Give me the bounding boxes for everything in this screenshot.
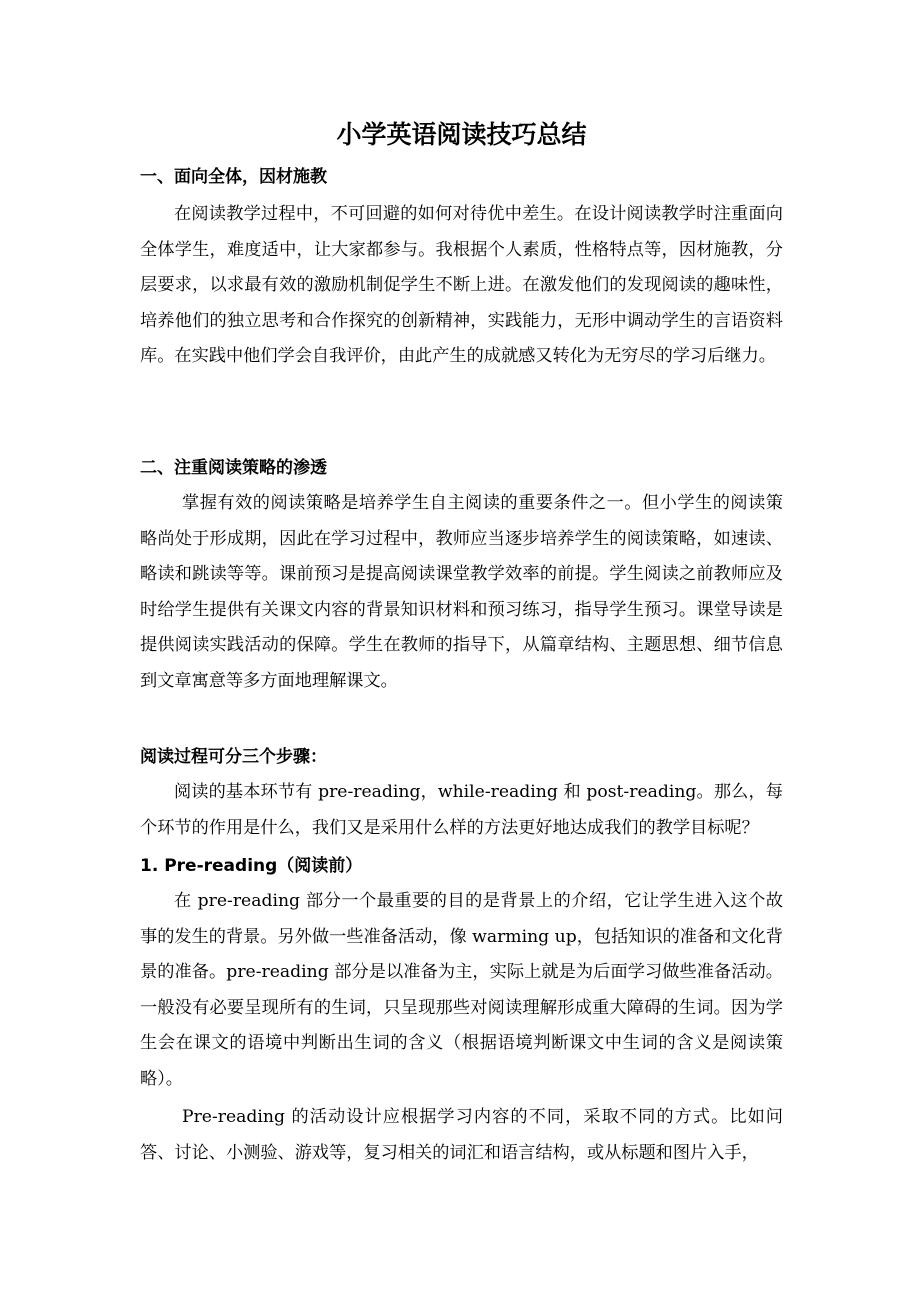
subsection-paragraph-2: Pre-reading 的活动设计应根据学习内容的不同，采取不同的方式。比如问答、讨论、小测验、游戏等，复习相关的词汇和语言结构，或从标题和图片入手， bbox=[140, 1107, 783, 1163]
section-heading-3: 阅读过程可分三个步骤： bbox=[140, 747, 327, 767]
section-paragraph-1: 在阅读教学过程中，不可回避的如何对待优中差生。在设计阅读教学时注重面向全体学生，难度适中，让大家都参与。我根据个人素质，性格特点等，因材施教，分层要求，以求最有效的激励机制促学生不断上进。在激发他们的发现阅读的趣味性，培养他们的独立思考和合作探究的创新精神，实践能力，无形中调动学生的言语资料库。在实践中他们学会自我评价，由此产生的成就感又转化为无穷尽的学习后继力。 bbox=[140, 204, 783, 366]
subsection-paragraph-1: 在 pre-reading 部分一个最重要的目的是背景上的介绍，它让学生进入这个故事的发生的背景。另外做一些准备活动，像 warming up，包括知识的准备和文化背景的准备。pre-reading 部分是以准备为主，实际上就是为后面学习做些准备活动。一般没有必要呈现所有的生词，只呈现那些对阅读理解形成重大障碍的生词。因为学生会在课文的语境中判断出生词的含义（根据语境判断课文中生词的含义是阅读策略）。 bbox=[140, 891, 783, 1089]
document-title: 小学英语阅读技巧总结 bbox=[336, 120, 587, 149]
section-heading-1: 一、面向全体，因材施教 bbox=[140, 167, 327, 187]
subsection-heading-pre-reading: 1. Pre-reading（阅读前） bbox=[140, 856, 363, 876]
section-paragraph-3: 阅读的基本环节有 pre-reading，while-reading 和 post-reading。那么，每个环节的作用是什么，我们又是采用什么样的方法更好地达成我们的教学目标呢？ bbox=[140, 782, 783, 838]
section-paragraph-2: 掌握有效的阅读策略是培养学生自主阅读的重要条件之一。但小学生的阅读策略尚处于形成期，因此在学习过程中，教师应当逐步培养学生的阅读策略，如速读、略读和跳读等等。课前预习是提高阅读课堂教学效率的前提。学生阅读之前教师应及时给学生提供有关课文内容的背景知识材料和预习练习，指导学生预习。课堂导读是提供阅读实践活动的保障。学生在教师的指导下，从篇章结构、主题思想、细节信息到文章寓意等多方面地理解课文。 bbox=[140, 493, 783, 691]
section-heading-2: 二、注重阅读策略的渗透 bbox=[140, 458, 327, 478]
